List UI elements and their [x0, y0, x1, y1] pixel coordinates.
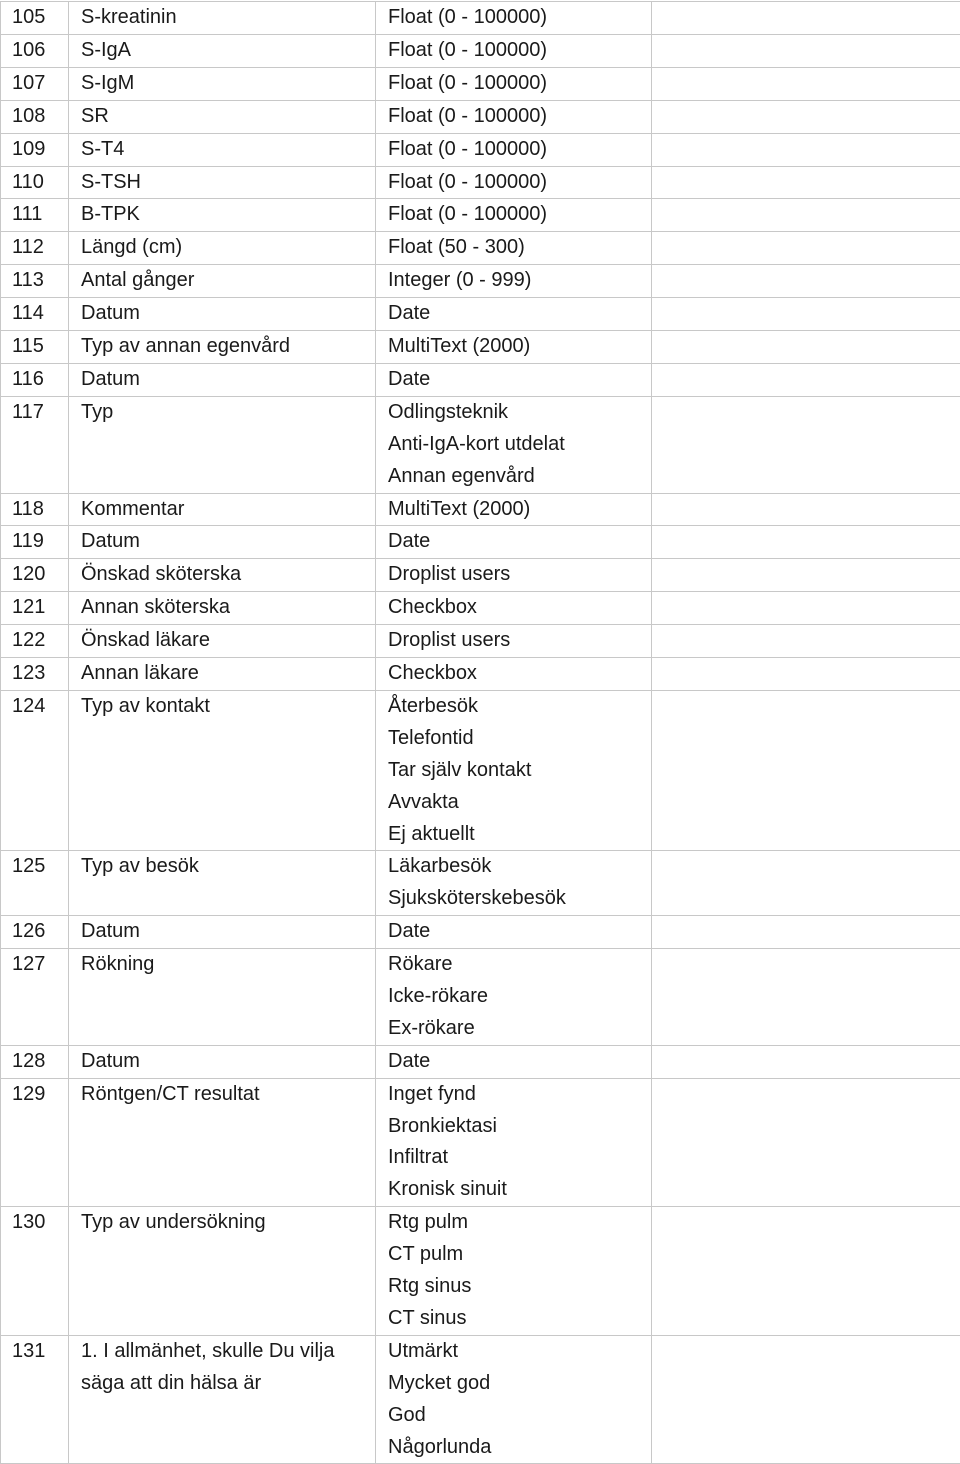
empty-cell — [652, 2, 960, 35]
variable-name-text: 1. I allmänhet, skulle Du vilja säga att din hälsa är — [81, 1340, 334, 1394]
type-option: Bronkiektasi — [388, 1111, 651, 1143]
table-row — [1, 690, 960, 850]
row-number: 124 — [1, 690, 69, 850]
type-option: MultiText (2000) — [388, 494, 651, 526]
variable-name-text: Antal gånger — [81, 269, 194, 291]
variable-type — [376, 265, 652, 298]
empty-cell — [652, 396, 960, 493]
type-option: Checkbox — [388, 592, 651, 624]
empty-cell — [652, 67, 960, 100]
type-option: Anti-IgA-kort utdelat — [388, 429, 651, 461]
row-number: 107 — [1, 67, 69, 100]
type-option: Checkbox — [388, 658, 651, 690]
empty-cell — [652, 232, 960, 265]
type-option: Float (0 - 100000) — [388, 2, 651, 34]
table-row — [1, 166, 960, 199]
variable-name — [69, 1045, 376, 1078]
variable-name — [69, 34, 376, 67]
table-row — [1, 67, 960, 100]
variable-name — [69, 625, 376, 658]
variable-name — [69, 265, 376, 298]
type-option: CT sinus — [388, 1303, 651, 1335]
variable-name — [69, 559, 376, 592]
variable-name-text: Önskad läkare — [81, 629, 210, 651]
row-number: 116 — [1, 363, 69, 396]
type-option: MultiText (2000) — [388, 331, 651, 363]
table-row — [1, 199, 960, 232]
variable-name-text: S-IgM — [81, 72, 134, 94]
table-row — [1, 526, 960, 559]
type-option: Float (50 - 300) — [388, 232, 651, 264]
type-option: Float (0 - 100000) — [388, 167, 651, 199]
variable-table — [0, 1, 960, 1464]
variable-name-text: SR — [81, 105, 109, 127]
type-option: Odlingsteknik — [388, 397, 651, 429]
variable-name — [69, 232, 376, 265]
table-row — [1, 851, 960, 916]
table-row — [1, 363, 960, 396]
type-option: Rtg sinus — [388, 1271, 651, 1303]
variable-type — [376, 100, 652, 133]
variable-type — [376, 851, 652, 916]
variable-type — [376, 592, 652, 625]
row-number: 111 — [1, 199, 69, 232]
table-row — [1, 298, 960, 331]
variable-type — [376, 949, 652, 1046]
variable-type — [376, 298, 652, 331]
variable-name — [69, 1207, 376, 1336]
table-row — [1, 331, 960, 364]
empty-cell — [652, 658, 960, 691]
row-number: 117 — [1, 396, 69, 493]
variable-name-text: Kommentar — [81, 498, 184, 520]
row-number: 112 — [1, 232, 69, 265]
variable-type — [376, 67, 652, 100]
table-row — [1, 916, 960, 949]
type-option: Mycket god — [388, 1368, 651, 1400]
table-row — [1, 232, 960, 265]
type-option: Inget fynd — [388, 1079, 651, 1111]
variable-name — [69, 592, 376, 625]
row-number: 109 — [1, 133, 69, 166]
variable-type — [376, 559, 652, 592]
empty-cell — [652, 100, 960, 133]
variable-name — [69, 133, 376, 166]
type-option: Sjuksköterskebesök — [388, 883, 651, 915]
row-number: 118 — [1, 493, 69, 526]
variable-name-text: Typ av besök — [81, 855, 199, 877]
empty-cell — [652, 133, 960, 166]
type-option: Ej aktuellt — [388, 819, 651, 851]
row-number: 127 — [1, 949, 69, 1046]
table-row — [1, 592, 960, 625]
type-option: God — [388, 1400, 651, 1432]
variable-name — [69, 199, 376, 232]
empty-cell — [652, 592, 960, 625]
row-number: 130 — [1, 1207, 69, 1336]
row-number: 110 — [1, 166, 69, 199]
type-option: Annan egenvård — [388, 461, 651, 493]
row-number: 119 — [1, 526, 69, 559]
variable-type — [376, 526, 652, 559]
variable-name-text: Annan sköterska — [81, 596, 230, 618]
variable-name-text: Datum — [81, 368, 140, 390]
variable-name-text: Datum — [81, 302, 140, 324]
empty-cell — [652, 493, 960, 526]
table-row — [1, 2, 960, 35]
variable-type — [376, 625, 652, 658]
empty-cell — [652, 690, 960, 850]
variable-name-text: Önskad sköterska — [81, 563, 241, 585]
type-option: Date — [388, 364, 651, 396]
variable-type — [376, 690, 652, 850]
variable-name-text: Rökning — [81, 953, 154, 975]
variable-name — [69, 298, 376, 331]
row-number: 126 — [1, 916, 69, 949]
type-option: Float (0 - 100000) — [388, 35, 651, 67]
type-option: Date — [388, 526, 651, 558]
variable-name — [69, 67, 376, 100]
type-option: Date — [388, 916, 651, 948]
variable-name-text: S-IgA — [81, 39, 131, 61]
table-row — [1, 396, 960, 493]
row-number: 120 — [1, 559, 69, 592]
table-row — [1, 1207, 960, 1336]
row-number: 106 — [1, 34, 69, 67]
variable-name-text: Röntgen/CT resultat — [81, 1083, 260, 1105]
empty-cell — [652, 625, 960, 658]
row-number: 114 — [1, 298, 69, 331]
row-number: 131 — [1, 1335, 69, 1464]
type-option: Droplist users — [388, 625, 651, 657]
empty-cell — [652, 559, 960, 592]
empty-cell — [652, 851, 960, 916]
row-number: 122 — [1, 625, 69, 658]
table-row — [1, 949, 960, 1046]
variable-type — [376, 1335, 652, 1464]
type-option: Float (0 - 100000) — [388, 68, 651, 100]
variable-name — [69, 690, 376, 850]
table-row — [1, 34, 960, 67]
variable-name — [69, 166, 376, 199]
variable-name-text: Typ — [81, 401, 113, 423]
row-number: 125 — [1, 851, 69, 916]
variable-type — [376, 916, 652, 949]
row-number: 129 — [1, 1078, 69, 1207]
variable-type — [376, 2, 652, 35]
type-option: Float (0 - 100000) — [388, 134, 651, 166]
variable-name — [69, 396, 376, 493]
empty-cell — [652, 1207, 960, 1336]
row-number: 123 — [1, 658, 69, 691]
variable-name-text: Datum — [81, 530, 140, 552]
variable-name — [69, 658, 376, 691]
table-row — [1, 625, 960, 658]
table-row — [1, 1335, 960, 1464]
type-option: Telefontid — [388, 723, 651, 755]
type-option: Infiltrat — [388, 1142, 651, 1174]
variable-name — [69, 526, 376, 559]
variable-name — [69, 493, 376, 526]
table-row — [1, 133, 960, 166]
type-option: Date — [388, 298, 651, 330]
table-row — [1, 100, 960, 133]
variable-name-text: S-T4 — [81, 138, 124, 160]
variable-name — [69, 1335, 376, 1464]
empty-cell — [652, 166, 960, 199]
table-row — [1, 493, 960, 526]
table-body — [1, 2, 960, 1464]
type-option: Tar själv kontakt — [388, 755, 651, 787]
variable-name — [69, 851, 376, 916]
variable-name-text: S-TSH — [81, 171, 141, 193]
type-option: Icke-rökare — [388, 981, 651, 1013]
type-option: Läkarbesök — [388, 851, 651, 883]
variable-type — [376, 396, 652, 493]
row-number: 108 — [1, 100, 69, 133]
variable-type — [376, 1045, 652, 1078]
variable-name-text: S-kreatinin — [81, 6, 177, 28]
type-option: Utmärkt — [388, 1336, 651, 1368]
variable-name-text: Datum — [81, 1050, 140, 1072]
empty-cell — [652, 199, 960, 232]
empty-cell — [652, 331, 960, 364]
variable-type — [376, 34, 652, 67]
variable-name — [69, 1078, 376, 1207]
type-option: Avvakta — [388, 787, 651, 819]
empty-cell — [652, 298, 960, 331]
variable-type — [376, 658, 652, 691]
type-option: Float (0 - 100000) — [388, 101, 651, 133]
empty-cell — [652, 1045, 960, 1078]
variable-name-text: Typ av annan egenvård — [81, 335, 290, 357]
row-number: 113 — [1, 265, 69, 298]
variable-name — [69, 949, 376, 1046]
type-option: Date — [388, 1046, 651, 1078]
table-row — [1, 559, 960, 592]
type-option: Någorlunda — [388, 1432, 651, 1464]
type-option: Rtg pulm — [388, 1207, 651, 1239]
table-row — [1, 658, 960, 691]
type-option: Återbesök — [388, 691, 651, 723]
table-row — [1, 265, 960, 298]
empty-cell — [652, 1335, 960, 1464]
variable-type — [376, 232, 652, 265]
variable-name-text: Typ av kontakt — [81, 695, 210, 717]
row-number: 128 — [1, 1045, 69, 1078]
variable-type — [376, 133, 652, 166]
variable-name-text: Längd (cm) — [81, 236, 182, 258]
type-option: Rökare — [388, 949, 651, 981]
variable-name — [69, 363, 376, 396]
empty-cell — [652, 34, 960, 67]
type-option: Integer (0 - 999) — [388, 265, 651, 297]
variable-name — [69, 916, 376, 949]
table-row — [1, 1045, 960, 1078]
row-number: 121 — [1, 592, 69, 625]
variable-type — [376, 363, 652, 396]
variable-name-text: B-TPK — [81, 203, 140, 225]
type-option: Ex-rökare — [388, 1013, 651, 1045]
variable-type — [376, 199, 652, 232]
empty-cell — [652, 526, 960, 559]
type-option: Kronisk sinuit — [388, 1174, 651, 1206]
empty-cell — [652, 916, 960, 949]
row-number: 115 — [1, 331, 69, 364]
variable-type — [376, 1207, 652, 1336]
variable-type — [376, 493, 652, 526]
variable-type — [376, 1078, 652, 1207]
type-option: CT pulm — [388, 1239, 651, 1271]
empty-cell — [652, 265, 960, 298]
variable-name-text: Annan läkare — [81, 662, 199, 684]
empty-cell — [652, 363, 960, 396]
table-row — [1, 1078, 960, 1207]
variable-name — [69, 331, 376, 364]
variable-name-text: Datum — [81, 920, 140, 942]
empty-cell — [652, 1078, 960, 1207]
variable-name — [69, 100, 376, 133]
variable-name — [69, 2, 376, 35]
type-option: Droplist users — [388, 559, 651, 591]
variable-name-text: Typ av undersökning — [81, 1211, 266, 1233]
variable-type — [376, 166, 652, 199]
row-number: 105 — [1, 2, 69, 35]
empty-cell — [652, 949, 960, 1046]
variable-type — [376, 331, 652, 364]
type-option: Float (0 - 100000) — [388, 199, 651, 231]
